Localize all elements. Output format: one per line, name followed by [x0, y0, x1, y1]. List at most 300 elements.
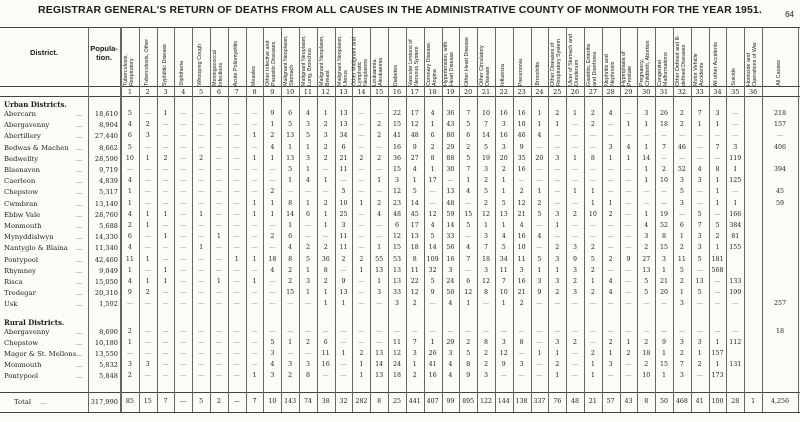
table-cell: 2	[555, 361, 560, 369]
table-cell: —	[180, 166, 187, 173]
table-cell: 10	[339, 199, 348, 207]
table-cell: 1	[715, 361, 720, 369]
table-cell: 3	[573, 289, 578, 297]
table-cell: —	[215, 210, 223, 218]
table-cell: 3	[412, 350, 417, 357]
table-cell: 4	[412, 166, 417, 173]
table-cell: 2	[270, 132, 275, 140]
table-cell: 5	[679, 266, 684, 274]
table-cell: —	[643, 132, 650, 140]
table-cell: —	[251, 121, 258, 129]
table-cell: —	[269, 300, 276, 308]
table-cell: —	[358, 143, 365, 151]
table-cell: 2	[608, 210, 613, 218]
table-cell: —	[500, 372, 507, 380]
total-cell: 143	[284, 398, 297, 405]
total-cell: 1	[751, 398, 756, 405]
table-cell: —	[322, 327, 329, 335]
table-cell: 2	[590, 244, 595, 252]
table-cell: —	[429, 300, 436, 308]
table-cell: —	[340, 266, 347, 274]
cause-header	[424, 30, 442, 86]
table-cell: 4	[127, 177, 132, 185]
table-cell: 16	[392, 143, 401, 151]
cause-header	[388, 30, 406, 86]
table-cell: 5	[305, 255, 310, 263]
table-cell: —	[180, 255, 187, 263]
table-cell: —	[215, 338, 223, 346]
table-cell: 3	[537, 278, 542, 285]
table-cell: 18	[268, 255, 277, 263]
table-cell: —	[197, 361, 205, 369]
column-number: 13	[339, 88, 348, 96]
table-cell: 11	[392, 338, 401, 346]
table-cell: 3	[484, 372, 489, 380]
table-cell: 2	[484, 350, 489, 357]
table-cell: 12	[482, 210, 491, 218]
table-cell: —	[589, 132, 596, 140]
table-cell: 1	[573, 110, 578, 117]
table-cell: 2	[697, 361, 702, 369]
population-value: 9,719	[99, 166, 118, 174]
table-cell: 3	[501, 121, 506, 129]
table-cell: 4	[537, 233, 542, 241]
table-cell: 12	[392, 188, 401, 196]
table-cell: 16	[517, 278, 526, 285]
table-cell: 1	[305, 289, 310, 297]
table-cell: 9	[430, 289, 435, 297]
table-cell: 4	[377, 210, 382, 218]
table-cell: 3	[697, 338, 702, 346]
table-cell: 16	[446, 255, 455, 263]
table-cell: 1	[163, 278, 168, 285]
table-cell: —	[180, 289, 187, 297]
table-cell: —	[180, 244, 187, 252]
table-cell: 1	[501, 177, 506, 185]
table-cell: —	[625, 327, 632, 335]
cause-header-label: Suicide	[731, 68, 738, 86]
table-cell: —	[358, 222, 365, 229]
total-cell: 85	[125, 398, 134, 405]
column-number: 25	[553, 88, 562, 96]
table-cell: 13	[392, 278, 401, 285]
cause-header-label: Malignant Neoplasm, Lung, Bronchus	[301, 35, 313, 86]
cause-header	[157, 30, 175, 86]
table-cell: —	[358, 166, 365, 173]
table-cell: —	[251, 177, 258, 185]
column-number: 16	[392, 88, 402, 96]
table-cell: —	[215, 143, 223, 151]
table-cell: 6	[288, 110, 293, 117]
table-cell: 8	[288, 255, 293, 263]
table-cell: 1	[359, 266, 364, 274]
table-cell: 2	[608, 338, 613, 346]
table-cell: —	[197, 350, 205, 357]
table-cell: 6	[127, 132, 132, 140]
table-cell: 5	[484, 143, 489, 151]
table-cell: —	[376, 143, 383, 151]
table-cell: —	[536, 244, 543, 252]
table-cell: —	[500, 327, 507, 335]
table-cell: 1	[555, 121, 560, 129]
table-cell: —	[180, 210, 187, 218]
total-cell: 895	[462, 398, 475, 405]
table-cell: 1	[626, 154, 631, 162]
table-cell: —	[625, 300, 632, 308]
table-cell: —	[518, 350, 525, 357]
table-cell: 2	[555, 110, 560, 117]
column-number: 5	[199, 88, 204, 96]
table-cell: 11	[339, 244, 348, 252]
table-cell: —	[233, 372, 240, 380]
table-cell: 2	[288, 278, 293, 285]
column-number: 7	[234, 88, 239, 96]
leader-dots: ...	[40, 398, 47, 406]
total-cell: 28	[731, 398, 740, 405]
table-cell: 3	[394, 300, 399, 308]
table-cell: —	[197, 188, 205, 196]
table-cell: 2	[590, 289, 595, 297]
cause-header	[174, 30, 192, 86]
table-cell: —	[215, 110, 223, 117]
table-cell: —	[625, 199, 632, 207]
table-cell: —	[162, 372, 169, 380]
table-cell: 81	[731, 233, 740, 241]
table-cell: 5	[412, 188, 417, 196]
table-cell: 11	[339, 166, 348, 173]
section-label: Urban Districts.	[4, 100, 67, 109]
table-cell: 4	[448, 372, 453, 380]
table-cell: 4	[608, 110, 613, 117]
table-cell: 10	[517, 121, 526, 129]
table-cell: —	[144, 110, 151, 117]
table-cell: 80	[446, 132, 455, 140]
table-cell: 8	[715, 166, 720, 173]
table-cell: 35	[517, 154, 526, 162]
column-number: 1	[127, 88, 132, 96]
table-cell: 15	[392, 166, 401, 173]
table-cell: 1	[341, 300, 346, 308]
table-cell: —	[571, 199, 579, 207]
cause-header	[370, 30, 388, 86]
table-cell: —	[660, 188, 668, 196]
table-cell: —	[358, 188, 365, 196]
table-cell: 52	[660, 222, 669, 229]
total-cell: 10	[268, 398, 277, 405]
table-cell: 9	[573, 255, 578, 263]
district-name: Blaenavon	[4, 166, 40, 174]
district-name: Nantyglo & Blaina	[4, 244, 68, 253]
cause-header-label: Whooping Cough	[197, 44, 204, 86]
table-cell: 1	[323, 222, 328, 229]
table-cell: 8	[484, 289, 489, 297]
table-cell: —	[180, 199, 187, 207]
table-cell: 5	[127, 143, 132, 151]
cause-header-label: Acute Poliomyelitis	[232, 40, 239, 86]
cause-header	[495, 30, 513, 86]
table-cell: 2	[679, 121, 684, 129]
table-cell: —	[144, 350, 151, 357]
table-cell: 1	[323, 210, 328, 218]
total-cell: 122	[479, 398, 493, 405]
column-number: 9	[270, 88, 275, 96]
table-cell: 56	[446, 244, 455, 252]
table-cell: 2	[679, 110, 684, 117]
table-cell: 55	[375, 255, 384, 263]
table-cell: 1	[270, 121, 275, 129]
table-cell: —	[589, 143, 596, 151]
table-cell: 16	[517, 233, 526, 241]
table-cell: —	[643, 199, 650, 207]
table-cell: 2	[555, 289, 560, 297]
table-cell: 1	[430, 121, 435, 129]
table-cell: 7	[715, 143, 720, 151]
table-cell: 11	[321, 350, 330, 357]
table-cell: 36	[446, 110, 455, 117]
table-cell: —	[358, 278, 365, 285]
table-cell: —	[536, 361, 543, 369]
table-cell: —	[197, 199, 205, 207]
table-cell: 1	[252, 132, 257, 140]
table-cell: 3	[679, 338, 684, 346]
table-cell: 12	[428, 210, 437, 218]
population-value: 10,180	[94, 338, 118, 347]
table-cell: 1	[234, 255, 239, 263]
cause-header-label: Other Diseases of Respiratory System	[550, 38, 563, 86]
table-cell: —	[625, 278, 632, 285]
table-cell: 7	[412, 338, 417, 346]
table-cell: 2	[377, 132, 382, 140]
table-cell: 1	[501, 300, 506, 308]
table-cell: —	[625, 222, 632, 229]
population-value: 1,592	[99, 300, 118, 309]
table-cell: 3	[608, 143, 613, 151]
table-cell: 15	[286, 289, 295, 297]
table-cell: 17	[428, 177, 437, 185]
table-cell: —	[625, 110, 632, 117]
table-cell: 1	[733, 166, 738, 173]
table-cell: —	[269, 289, 276, 297]
table-cell: —	[233, 338, 240, 346]
table-cell: 2	[412, 372, 417, 380]
table-cell: —	[233, 233, 240, 241]
population-value: 13,550	[94, 350, 118, 358]
table-cell: 1	[555, 266, 560, 274]
population-column-header: Popula-tion.	[90, 44, 118, 62]
table-cell: —	[554, 199, 561, 207]
cause-header	[620, 30, 638, 86]
table-cell: 2	[537, 199, 542, 207]
table-cell: —	[126, 166, 134, 173]
table-cell: 5	[430, 233, 435, 241]
table-cell: 22	[392, 110, 401, 117]
table-cell: 8	[519, 338, 524, 346]
table-cell: 1	[252, 278, 257, 285]
cause-header	[637, 30, 655, 86]
cause-header	[228, 30, 246, 86]
table-cell: —	[251, 289, 258, 297]
table-cell: 4	[305, 177, 310, 185]
table-cell: —	[215, 244, 223, 252]
table-cell: —	[376, 233, 383, 241]
table-cell: —	[144, 266, 151, 274]
leader-dots: ...	[76, 166, 83, 174]
table-cell: —	[696, 132, 703, 140]
cause-header	[566, 30, 584, 86]
cause-header-label: Diabetes	[393, 64, 400, 86]
table-cell: —	[233, 199, 240, 207]
table-cell: —	[518, 327, 525, 335]
table-cell: —	[197, 338, 205, 346]
table-cell: 3	[448, 350, 453, 357]
table-cell: —	[536, 327, 543, 335]
table-cell: —	[678, 132, 686, 140]
table-cell: 23	[392, 199, 401, 207]
table-cell: 406	[773, 143, 787, 151]
column-number: 27	[588, 88, 597, 96]
table-cell: 15	[464, 210, 473, 218]
table-cell: 8	[662, 233, 667, 241]
table-cell: 2	[484, 361, 489, 369]
table-cell: —	[536, 166, 543, 173]
total-cell: 7	[252, 398, 257, 405]
table-cell: 173	[711, 372, 724, 380]
table-cell: 3	[573, 266, 578, 274]
table-cell: —	[340, 177, 347, 185]
table-cell: 4	[127, 121, 132, 129]
table-cell: 8	[288, 199, 293, 207]
total-cell: 50	[660, 398, 669, 405]
table-cell: 1	[252, 154, 257, 162]
table-cell: 10	[499, 289, 508, 297]
table-cell: —	[571, 121, 579, 129]
table-cell: 1	[662, 350, 667, 357]
table-cell: 46	[517, 132, 526, 140]
table-cell: 3	[679, 372, 684, 380]
table-cell: 7	[484, 121, 489, 129]
cause-header	[531, 30, 549, 86]
table-cell: 1	[626, 121, 631, 129]
table-cell: 3	[145, 132, 150, 140]
table-cell: 119	[729, 154, 742, 162]
table-cell: 7	[466, 166, 471, 173]
population-value: 11,340	[94, 244, 118, 253]
table-cell: —	[251, 166, 258, 173]
table-cell: 8	[305, 372, 310, 380]
table-cell: 1	[145, 278, 150, 285]
table-cell: 18	[410, 244, 419, 252]
district-name: Pontypool	[4, 372, 39, 381]
table-cell: 1	[555, 372, 560, 380]
table-cell: —	[589, 233, 596, 241]
table-cell: 2	[590, 121, 595, 129]
table-cell: 33	[446, 233, 455, 241]
table-cell: 48	[410, 132, 419, 140]
table-cell: 2	[644, 244, 649, 252]
table-cell: 13	[286, 154, 295, 162]
table-cell: 5	[466, 121, 471, 129]
table-cell: 2	[644, 338, 649, 346]
table-cell: —	[714, 327, 721, 335]
table-cell: —	[322, 166, 329, 173]
table-cell: 5	[341, 188, 346, 196]
table-cell: 8	[412, 255, 417, 263]
population-value: 42,460	[94, 255, 118, 264]
cause-header-label: Measles	[250, 65, 257, 86]
cause-header-label: Coronary Disease, Angina	[425, 41, 438, 86]
total-cell: 21	[588, 398, 597, 405]
population-value: 8,662	[99, 143, 118, 152]
table-cell: —	[233, 278, 240, 285]
table-cell: 5	[430, 278, 435, 285]
cause-header-label: Other Heart Disease	[464, 36, 471, 86]
table-cell: 2	[501, 166, 506, 173]
table-cell: —	[554, 327, 561, 335]
table-cell: —	[144, 300, 151, 308]
table-cell: —	[251, 300, 258, 308]
table-cell: 13	[375, 266, 384, 274]
table-cell: —	[251, 361, 258, 369]
table-cell: —	[571, 300, 579, 308]
leader-dots: ...	[76, 266, 83, 275]
table-cell: 2	[466, 143, 471, 151]
table-cell: 13	[499, 210, 508, 218]
table-cell: 13	[375, 372, 384, 380]
table-cell: 17	[410, 222, 419, 229]
table-cell: 1	[715, 177, 720, 185]
table-cell: —	[251, 222, 258, 229]
district-name: Magor & St. Mellons	[4, 350, 77, 358]
table-cell: —	[518, 372, 525, 380]
table-cell: 16	[321, 361, 330, 369]
table-cell: 16	[428, 372, 437, 380]
table-cell: 1	[359, 372, 364, 380]
table-cell: —	[180, 300, 187, 308]
total-cell: 38	[321, 398, 330, 405]
table-cell: —	[482, 327, 490, 335]
district-name: Pontypool	[4, 255, 39, 264]
table-cell: 1	[252, 210, 257, 218]
table-cell: 2	[323, 244, 328, 252]
population-value: 20,310	[94, 289, 118, 298]
table-cell: 2	[359, 154, 364, 162]
table-cell: —	[678, 154, 686, 162]
table-cell: —	[287, 188, 294, 196]
table-cell: 2	[626, 350, 631, 357]
table-cell: 4	[270, 266, 275, 274]
table-cell: —	[251, 188, 258, 196]
column-number: 11	[303, 88, 313, 96]
table-cell: —	[660, 300, 668, 308]
leader-dots: ...	[76, 210, 83, 219]
table-cell: 2	[573, 210, 578, 218]
table-cell: 1	[377, 278, 382, 285]
table-cell: 3	[555, 278, 560, 285]
table-cell: 5	[644, 278, 649, 285]
cause-header-label: Other Malignant and Lymphatic Neoplasms	[351, 37, 370, 86]
table-cell: —	[215, 121, 223, 129]
table-cell: —	[625, 361, 632, 369]
table-cell: 1	[644, 166, 649, 173]
table-cell: 2	[679, 278, 684, 285]
table-cell: 1	[323, 110, 328, 117]
district-name: Monmouth	[4, 222, 42, 230]
table-cell: 5	[127, 110, 132, 117]
cause-header-label: Leukaemia, Aleukaemia	[372, 57, 385, 86]
table-cell: —	[571, 166, 579, 173]
table-cell: 1	[715, 338, 720, 346]
population-value: 18,610	[94, 110, 118, 118]
